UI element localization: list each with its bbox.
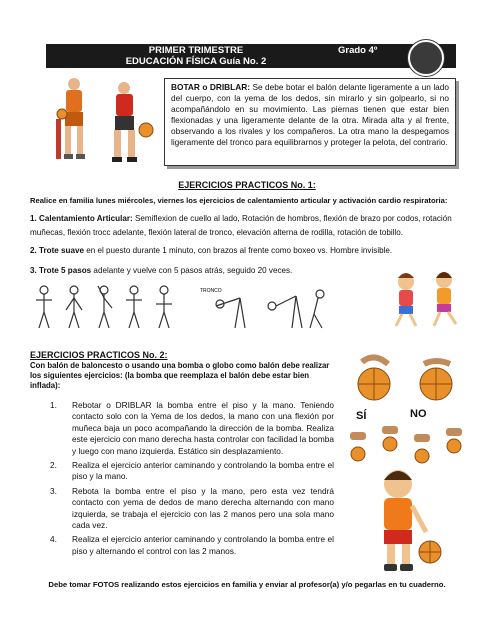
header-grade: Grado 4º: [338, 45, 378, 56]
hand-ball-illustration: [344, 352, 466, 404]
figure-6: [216, 298, 245, 328]
basketball-players-image: [46, 74, 162, 166]
figure-4: [126, 286, 142, 328]
item-2-text: en el puesto durante 1 minuto, con brazos al frente como boxeo vs. Hombre invisible.: [83, 246, 393, 255]
figure-7: [268, 296, 302, 328]
item-number: 4.: [50, 534, 57, 545]
item-1-lead: 1. Calentamiento Articular:: [30, 214, 133, 223]
figure-2: [66, 286, 82, 328]
dribble-definition-box: [164, 78, 456, 166]
header-bar: [46, 44, 456, 68]
figure-3: [98, 286, 112, 328]
dribble-sequence-image: [346, 424, 470, 466]
footer-instructions: Debe tomar FOTOS realizando estos ejercicios en familia y enviar al profesor(a) y/o pegarlas en tu cuaderno.: [48, 580, 446, 589]
section1-intro: Realice en familia lunes miércoles, viernes los ejercicios de calentamiento articular y activación cardio respiratoria:: [30, 196, 448, 205]
item-number: 3.: [50, 485, 57, 496]
kid-dribbling-image: [360, 466, 450, 576]
figure-1: [36, 286, 52, 328]
item-1-text: Semiflexion de cuello al lado, Rotación de hombros, flexión de brazo por codos, rotación muñecas, flexión trocc adelante, flexión lateral de tronco, elevación alterna de rodilla, rotación de tobillo.: [30, 214, 452, 237]
item-text: Realiza el ejercicio anterior caminando y controlando la bomba entre el piso y la mano.: [72, 460, 334, 482]
header-term: PRIMER TRIMESTRE: [148, 45, 244, 56]
item-number: 2.: [50, 460, 57, 471]
player-right: [112, 82, 153, 162]
section1-item-1: [30, 212, 470, 240]
item-text: Rebotar o DRIBLAR la bomba entre el piso y la mano. Teniendo contacto solo con la Yema de los dedos, la mano con una flexión por muñeca baja un poco acompañando la dirección de la bomba. Realiza este ejercicio con mano derecha hasta controlar con facilidad la bomba y luego con mano izquierda. Estático sin desplazamiento.: [72, 400, 334, 456]
item-2-lead: 2. Trote suave: [30, 246, 84, 255]
player-left: [56, 78, 85, 159]
figure-8: [310, 290, 324, 328]
item-3-text: adelante y vuelve con 5 pasos atrás, seguido 20 veces.: [91, 266, 293, 275]
item-text: Realiza el ejercicio anterior caminando y controlando la bomba entre el piso y alternando el control con las 2 manos.: [72, 534, 334, 556]
label-correct: SÍ: [356, 410, 367, 422]
section2-intro: Con balón de baloncesto o usando una bomba o globo como balón debe realizar los siguientes ejercicios: (la bomba que reemplaza el balón debe estar bien inflada):: [30, 361, 330, 390]
definition-term: BOTAR o DRIBLAR:: [171, 82, 250, 92]
section2-item: [50, 485, 334, 532]
figure-5: [156, 286, 172, 328]
item-number: 1.: [50, 400, 57, 410]
section2-item: [50, 460, 334, 483]
warmup-exercises-strip: [30, 284, 330, 334]
item-text: Rebota la bomba entre el piso y la mano, pero esta vez tendrá contacto con yema de dedos de mano derecha alternando con mano izquierda, se trabaja el ejercicio con las 2 manos pero una sola mano cada vez.: [72, 485, 334, 531]
section2-title: EJERCICIOS PRACTICOS No. 2:: [30, 350, 168, 360]
section2-item: [50, 400, 334, 457]
section2-item: [50, 534, 334, 557]
school-logo: [408, 40, 444, 76]
running-kids-image: [386, 270, 468, 330]
strip-label: TRONCO: [200, 288, 222, 294]
item-3-lead: 3. Trote 5 pasos: [30, 266, 92, 275]
section2-list: [50, 400, 334, 560]
section1-title: EJERCICIOS PRACTICOS No. 1:: [178, 180, 316, 190]
definition-text: Se debe botar el balón delante ligeramente a un lado del cuerpo, con la yema de los dedos, sin mirarlo y sin golpearlo, si no acompañándolo en su movimiento. Las piernas tienen que estar bien flexionadas y una ligeramente delante de la otra. Mirada alta y al frente, observando a los rivales y los compañeros. La otra mano la despegamos ligeramente del tronco para equilibrarnos y proteger la pelota, del contrario.: [171, 82, 450, 147]
label-incorrect: NO: [410, 408, 427, 420]
header-subject: EDUCACIÓN FÍSICA Guía No. 2: [125, 56, 267, 67]
section1-item-2: [30, 244, 470, 258]
